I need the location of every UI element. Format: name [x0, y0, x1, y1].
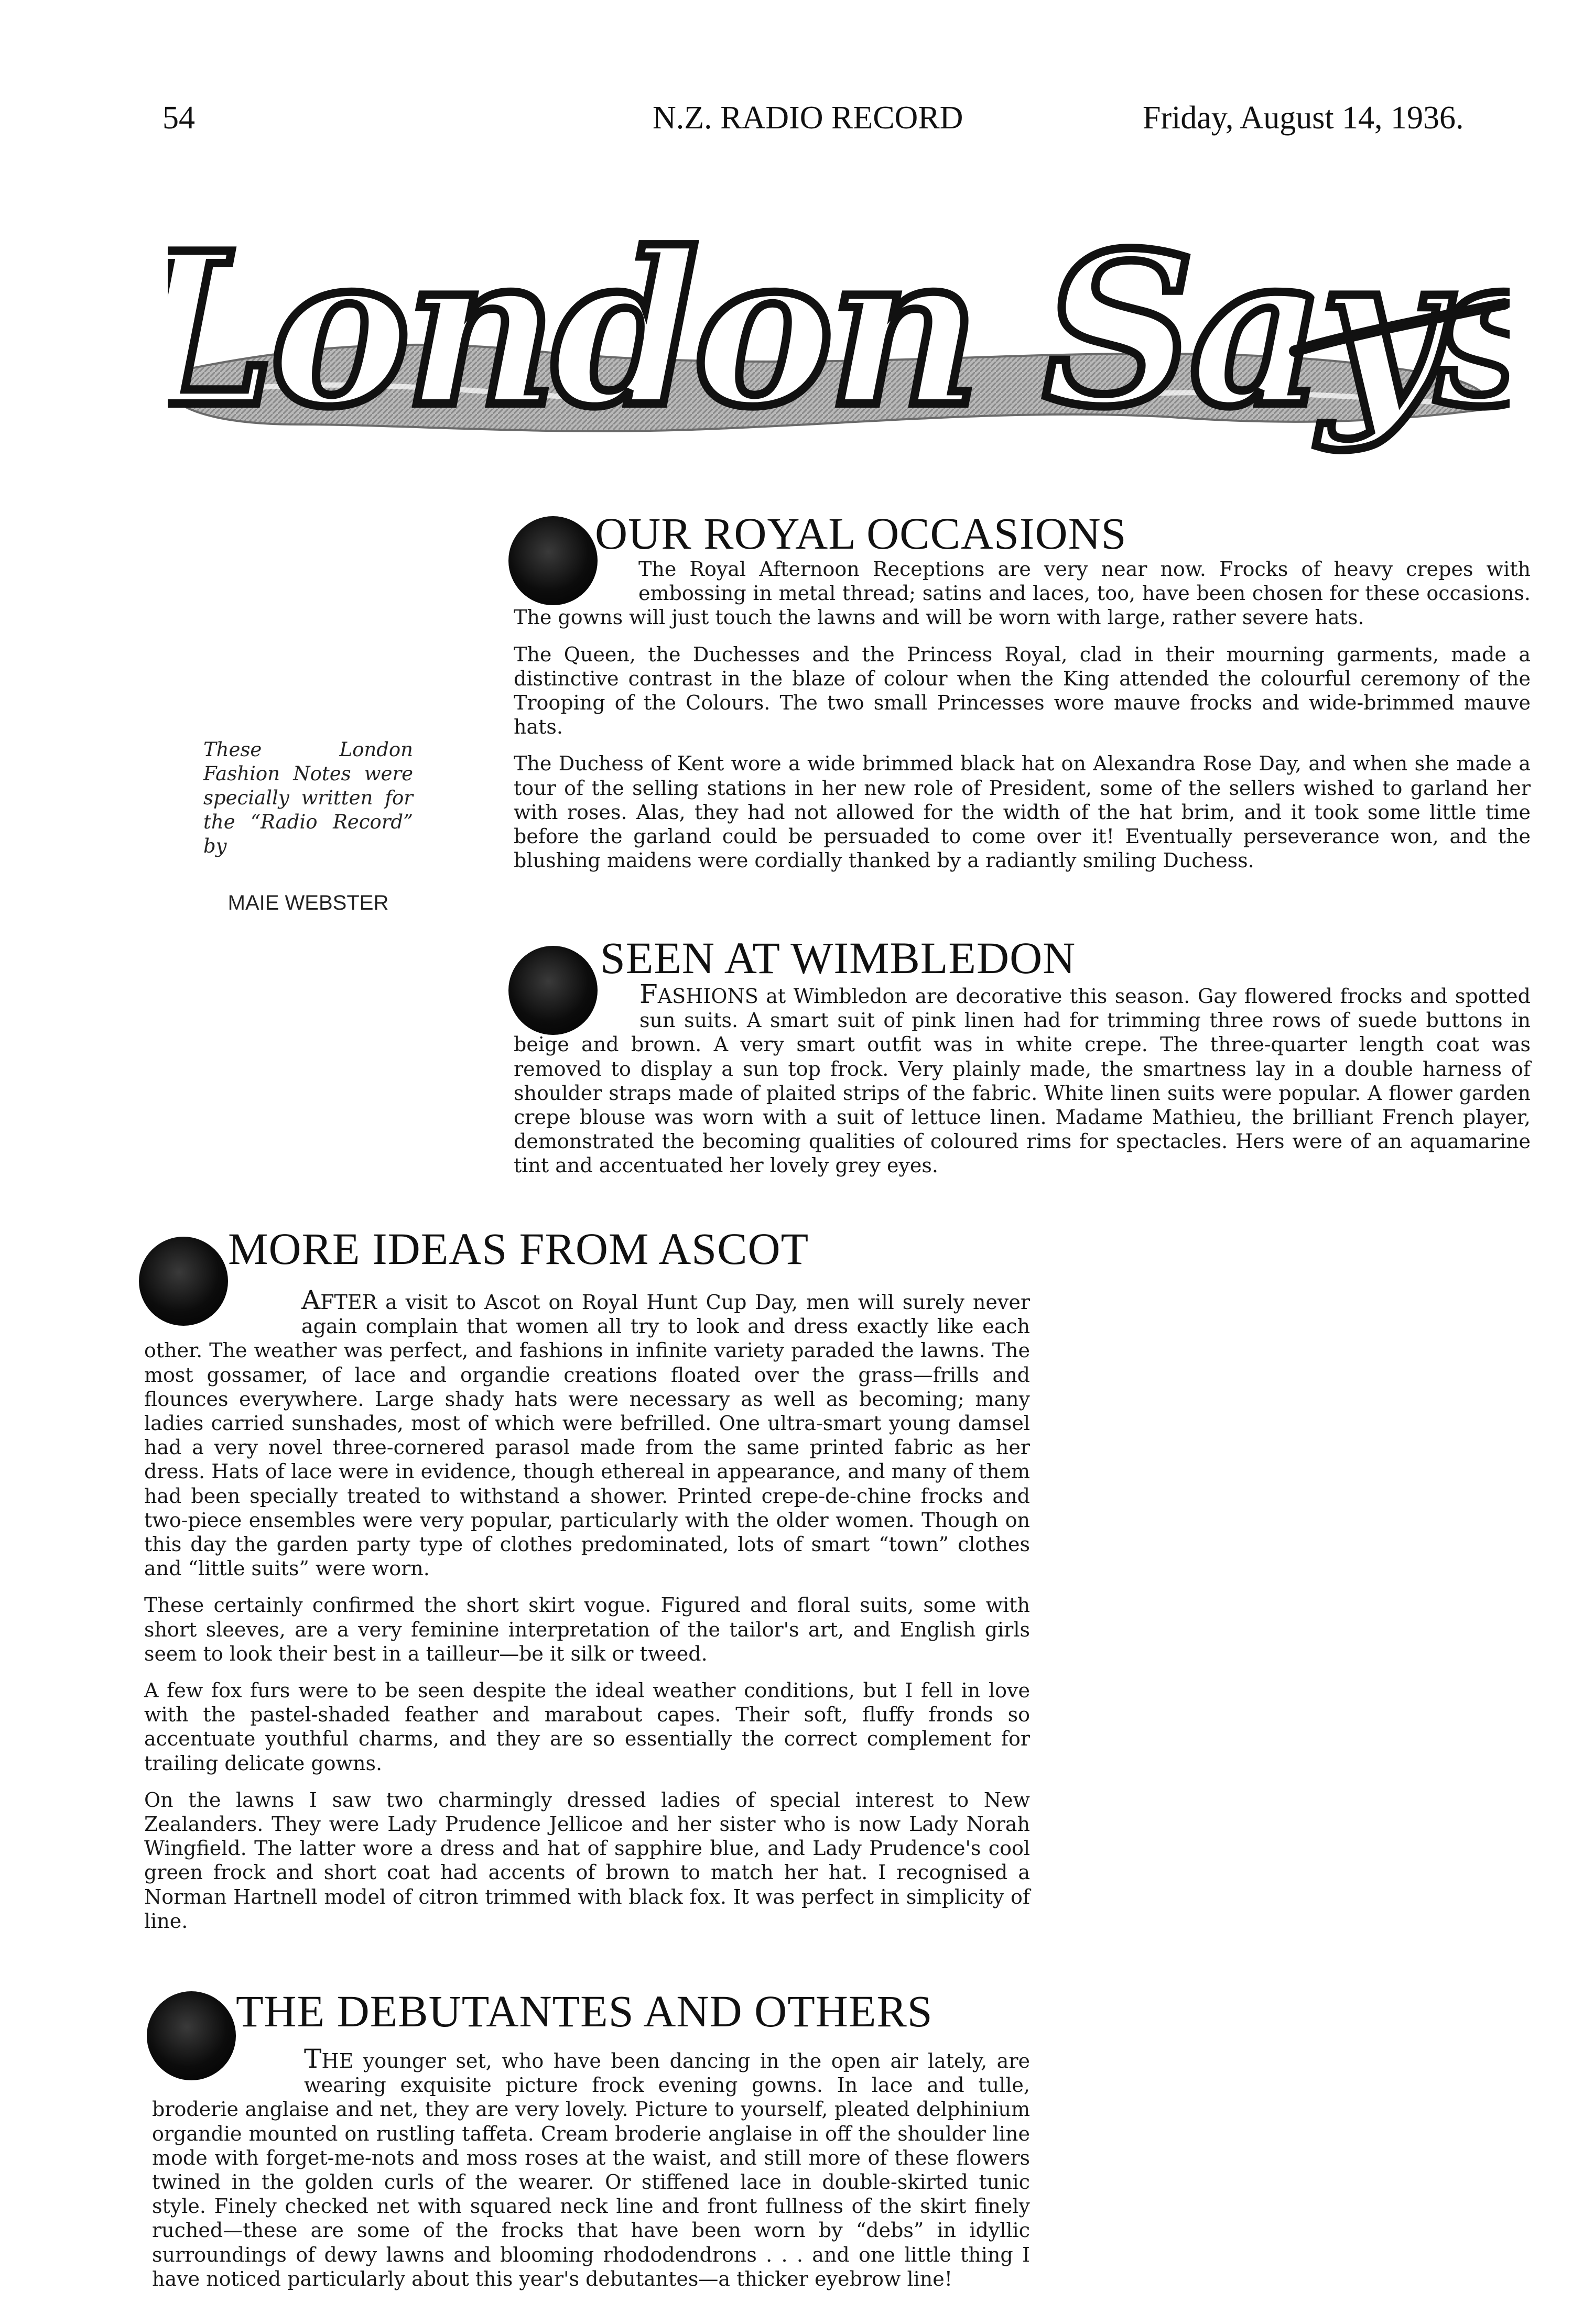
- royal-paragraph: The Queen, the Duchesses and the Princess Royal, clad in their mourning garments, made a distinctive contrast in the blaze of colour when the King attended the colourful ceremony of the Trooping of the Colours. The two small Princesses wore mauve frocks and wide-brimmed mauve hats.: [514, 642, 1531, 739]
- ascot-paragraph: A few fox furs were to be seen despite the ideal weather conditions, but I fell in love with the pastel-shaded feather and marabout capes. Their soft, fluffy fronds so accentuate youthful charms, and they are so essentially the correct complement for trailing delicate gowns.: [144, 1679, 1030, 1775]
- masthead-title: London Says: [168, 207, 1510, 453]
- wimbledon-intro: ASHIONS at Wimbledon are decorative this season. Gay flowered frocks and spotted sun suits. A smart suit of pink linen had for trimming three rows of suede buttons in beige and brown. A very smart outfit was in white crepe. The three-quarter length coat was removed to display a sun top frock. Very plainly made, the smartness lay in a double harness of shoulder straps made of plaited strips of the fabric. White linen suits were popular. A flower garden crepe blouse was worn with a suit of lettuce linen. Madame Mathieu, the brilliant French player, demonstrated the becoming qualities of coloured rims for spectacles. Hers were of an aquamarine tint and accentuated her lovely grey eyes.: [514, 985, 1531, 1177]
- author-name: MAIE WEBSTER: [227, 891, 389, 914]
- issue-date: Friday, August 14, 1936.: [1143, 100, 1464, 136]
- masthead-artwork: [168, 178, 1510, 498]
- section-title-debutantes: THE DEBUTANTES AND OTHERS: [236, 1986, 933, 2036]
- section-title-ascot: MORE IDEAS FROM ASCOT: [228, 1224, 809, 1274]
- royal-paragraph: The Duchess of Kent wore a wide brimmed black hat on Alexandra Rose Day, and when she made a tour of the selling stations in her new role of President, some of the sellers wished to garland her with roses. Alas, they had not allowed for the width of the hat brim, and it took some little time before the garland could be persuaded to come over it! Eventually perseverance won, and the blushing maidens were cordially thanked by a radiantly smiling Duchess.: [514, 752, 1531, 872]
- section-body-ascot: [144, 1287, 1030, 1933]
- ascot-paragraph: These certainly confirmed the short skirt vogue. Figured and floral suits, some with short sleeves, are a very feminine interpretation of the tailor's art, and English girls seem to look their best in a tailleur—be it silk or tweed.: [144, 1594, 1030, 1665]
- publication-title: N.Z. RADIO RECORD: [653, 100, 963, 136]
- dropcap: A: [301, 1285, 321, 1315]
- section-body-royal: [514, 557, 1531, 872]
- section-body-debutantes: [152, 2046, 1030, 2291]
- author-credit-note: These London Fashion Notes were specially written for the “Radio Record” by: [203, 738, 413, 857]
- dropcap: F: [639, 979, 658, 1009]
- section-title-wimbledon: SEEN AT WIMBLEDON: [600, 933, 1076, 983]
- section-title-royal: OUR ROYAL OCCASIONS: [595, 508, 1127, 559]
- dropcap: T: [304, 2044, 322, 2074]
- ascot-paragraph: On the lawns I saw two charmingly dressed ladies of special interest to New Zealanders. They were Lady Prudence Jellicoe and her sister who is now Lady Norah Wingfield. The latter wore a dress and hat of sapphire blue, and Lady Prudence's cool green frock and short coat had accents of brown to match her hat. I recognised a Norman Hartnell model of citron trimmed with black fox. It was perfect in simplicity of line.: [144, 1788, 1030, 1933]
- section-body-wimbledon: [514, 981, 1531, 1178]
- debutantes-intro: HE younger set, who have been dancing in the open air lately, are wearing exquisite picture frock evening gowns. In lace and tulle, broderie anglaise and net, they are very lovely. Picture to yourself, pleated delphinium organdie mounted on rustling taffeta. Cream broderie anglaise in off the shoulder line mode with forget-me-nots and moss roses at the waist, and still more of these flowers twined in the golden curls of the wearer. Or stiffened lace in double-skirted tunic style. Finely checked net with squared neck line and front fullness of the skirt finely ruched—these are some of the frocks that have been worn by “debs” in idyllic surroundings of dewy lawns and blooming rhododendrons . . . and one little thing I have noticed particularly about this year's debutantes—a thicker eyebrow line!: [152, 2049, 1030, 2290]
- ascot-intro: FTER a visit to Ascot on Royal Hunt Cup Day, men will surely never again complain that women all try to look and dress exactly like each other. The weather was perfect, and fashions in infinite variety paraded the lawns. The most gossamer, of lace and organdie creations floated over the grass—frills and flounces everywhere. Large shady hats were necessary as well as becoming; many ladies carried sunshades, most of which were befrilled. One ultra-smart young damsel had a very novel three-cornered parasol made from the same printed fabric as her dress. Hats of lace were in evidence, though ethereal in appearance, and many of them had been specially treated to withstand a shower. Printed crepe-de-chine frocks and two-piece ensembles were very popular, particularly with the older women. Though on this day the garden party type of clothes predominated, lots of smart “town” clothes and “little suits” were worn.: [144, 1291, 1030, 1580]
- masthead-banner: [168, 178, 1510, 498]
- page-number: 54: [162, 100, 195, 136]
- royal-intro: The Royal Afternoon Receptions are very near now. Frocks of heavy crepes with embossing in metal thread; satins and laces, too, have been chosen for these occasions. The gowns will just touch the lawns and will be worn with large, rather severe hats.: [514, 558, 1531, 629]
